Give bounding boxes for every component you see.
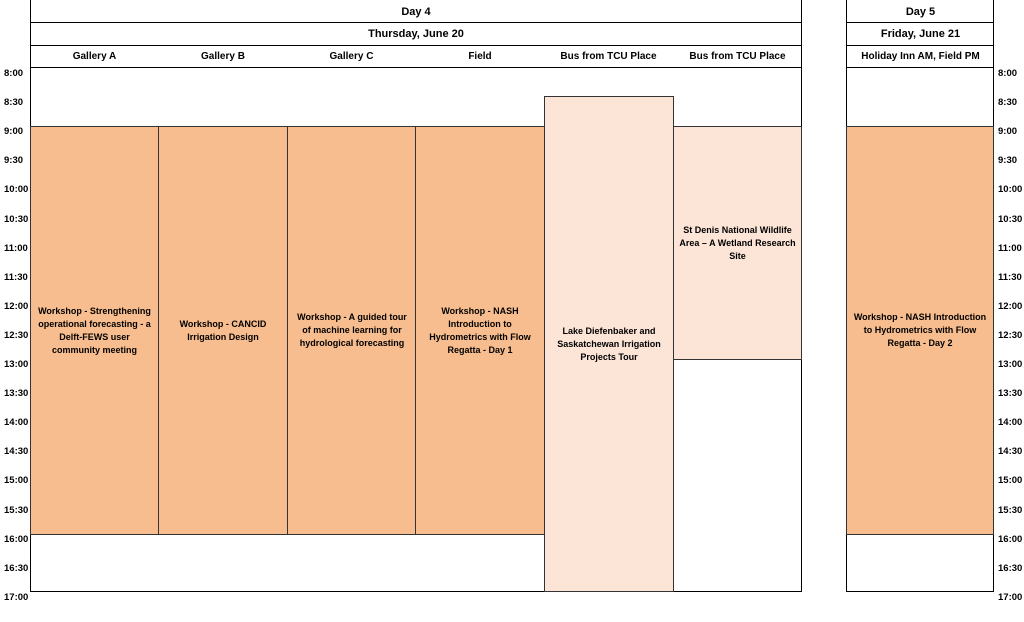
time-label: 10:00 [4, 184, 29, 196]
session-lake-diefenbaker-tour[interactable]: Lake Diefenbaker and Saskatchewan Irrigation Projects Tour [544, 96, 674, 592]
day4-header-bottom [30, 67, 802, 68]
time-label: 16:00 [998, 533, 1023, 545]
time-label: 14:30 [998, 446, 1023, 458]
time-label: 16:30 [4, 562, 29, 574]
session-nash-day1[interactable]: Workshop - NASH Introduction to Hydrometrics with Flow Regatta - Day 1 [415, 126, 545, 535]
time-label: 10:30 [998, 213, 1023, 225]
time-label: 15:00 [998, 475, 1023, 487]
time-label: 13:30 [998, 388, 1023, 400]
time-label: 8:00 [998, 68, 1018, 79]
time-label: 15:30 [998, 504, 1023, 516]
time-label: 17:00 [998, 591, 1023, 603]
day5-bottom-border [846, 591, 994, 592]
day5-date: Friday, June 21 [880, 28, 961, 40]
time-label: 11:30 [4, 271, 28, 283]
time-label: 8:00 [4, 68, 24, 79]
day4-label: Day 4 [401, 5, 431, 18]
day5-divider-1 [846, 22, 994, 23]
time-label: 12:00 [998, 300, 1023, 312]
time-label: 13:00 [4, 359, 29, 370]
day5-divider-2 [846, 45, 994, 46]
time-label: 11:30 [998, 271, 1022, 283]
time-label: 13:00 [998, 359, 1023, 370]
day4-date: Thursday, June 20 [368, 28, 464, 40]
time-label: 16:30 [998, 562, 1023, 574]
session-nash-day2[interactable]: Workshop - NASH Introduction to Hydrometrics with Flow Regatta - Day 2 [846, 126, 994, 535]
time-label: 8:30 [998, 97, 1018, 109]
column-bus-2: Bus from TCU Place [689, 51, 786, 62]
time-label: 8:30 [4, 97, 24, 109]
column-bus-1: Bus from TCU Place [560, 51, 657, 62]
time-label: 11:00 [998, 242, 1022, 254]
day5-label: Day 5 [905, 5, 936, 18]
day4-bottom-border [30, 591, 802, 592]
column-gallery-b: Gallery B [201, 51, 245, 62]
column-gallery-c: Gallery C [329, 51, 374, 62]
time-label: 15:00 [4, 475, 29, 487]
session-machine-learning[interactable]: Workshop - A guided tour of machine learning for hydrological forecasting [287, 126, 417, 535]
time-label: 16:00 [4, 533, 29, 545]
time-label: 14:00 [4, 417, 29, 429]
day5-header-bottom [846, 67, 994, 68]
time-label: 17:00 [4, 591, 29, 603]
time-label: 9:30 [4, 155, 24, 167]
time-label: 9:00 [4, 126, 24, 138]
column-gallery-a: Gallery A [72, 51, 117, 62]
day4-divider-2 [30, 45, 802, 46]
time-label: 13:30 [4, 388, 29, 400]
time-label: 10:00 [998, 184, 1023, 196]
column-holiday-inn: Holiday Inn AM, Field PM [861, 51, 980, 62]
time-label: 11:00 [4, 242, 28, 254]
time-label: 15:30 [4, 504, 29, 516]
time-label: 12:00 [4, 300, 29, 312]
session-cancid[interactable]: Workshop - CANCID Irrigation Design [158, 126, 288, 535]
time-label: 14:00 [998, 417, 1023, 429]
time-label: 14:30 [4, 446, 29, 458]
column-field: Field [468, 51, 492, 62]
time-label: 9:00 [998, 126, 1018, 138]
time-label: 12:30 [4, 329, 29, 341]
session-st-denis-tour[interactable]: St Denis National Wildlife Area – A Wetland Research Site [673, 126, 802, 360]
time-label: 9:30 [998, 155, 1018, 167]
time-label: 10:30 [4, 213, 29, 225]
time-label: 12:30 [998, 329, 1023, 341]
session-delft-fews[interactable]: Workshop - Strengthening operational forecasting - a Delft-FEWS user community meeting [30, 126, 159, 535]
day4-divider-1 [30, 22, 802, 23]
